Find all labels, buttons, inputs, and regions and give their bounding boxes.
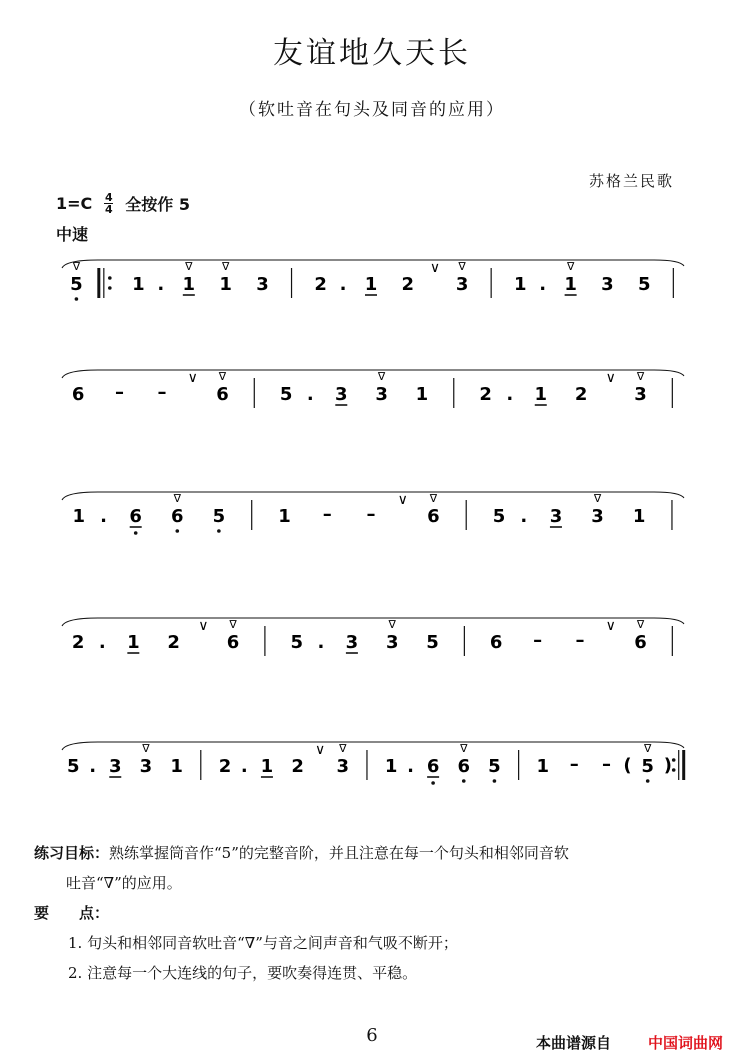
soft-tongue-mark: ∇: [377, 370, 386, 383]
note: 1: [536, 756, 550, 777]
repeat-dot: [672, 758, 676, 762]
note: 2: [167, 632, 180, 653]
dot-mark: .: [240, 756, 248, 777]
breath-mark: ∨: [605, 370, 616, 386]
soft-tongue-mark: ∇: [229, 618, 237, 631]
fingering-note: 全按作 5: [125, 195, 190, 214]
dash-mark: –: [533, 630, 543, 651]
note: 1: [182, 274, 196, 295]
key-point-item: 2. 注意每一个大连线的句子，要吹奏得连贯、平稳。: [68, 964, 418, 982]
repeat-dot: [108, 276, 112, 280]
low-octave-dot: [431, 781, 435, 785]
dash-mark: –: [366, 504, 376, 525]
repeat-dot: [672, 768, 676, 772]
dot-mark: .: [100, 506, 108, 527]
note: 3: [345, 632, 359, 653]
note: 2: [401, 274, 415, 295]
low-octave-dot: [175, 529, 179, 533]
note: 2: [314, 274, 327, 295]
note: 1: [364, 274, 378, 295]
soft-tongue-mark: ∇: [429, 492, 438, 505]
page-number: 6: [366, 1025, 378, 1046]
phrase-slur: [62, 742, 684, 750]
dash-mark: –: [569, 754, 579, 775]
breath-mark: ∨: [198, 618, 209, 634]
note: 1: [564, 274, 577, 295]
note: 3: [601, 274, 614, 295]
note: 3: [634, 384, 647, 405]
note: 6: [71, 384, 85, 405]
phrase-slur: [62, 370, 684, 378]
note: 6: [427, 506, 440, 527]
breath-mark: ∨: [605, 618, 616, 634]
note: 3: [375, 384, 388, 405]
note: 1: [415, 384, 429, 405]
note: 2: [291, 756, 304, 777]
composer-credit: 苏格兰民歌: [588, 172, 674, 190]
dash-mark: –: [157, 382, 167, 403]
phrase-slur: [62, 618, 684, 626]
note: 3: [455, 274, 469, 295]
low-octave-dot: [134, 531, 138, 535]
note: 6: [426, 756, 440, 777]
note: 3: [109, 756, 122, 777]
soft-tongue-mark: ∇: [221, 260, 230, 273]
soft-tongue-mark: ∇: [72, 260, 81, 273]
soft-tongue-mark: ∇: [142, 742, 150, 755]
note: 3: [385, 632, 399, 653]
note: 3: [256, 274, 269, 295]
dash-mark: –: [115, 382, 125, 403]
phrase-slur: [62, 260, 684, 268]
soft-tongue-mark: ∇: [173, 492, 181, 505]
dot-mark: .: [539, 274, 547, 295]
source-site-logo: 中国词曲网: [648, 1034, 724, 1052]
paren-mark: (: [623, 755, 632, 776]
note: 5: [638, 274, 651, 295]
practice-goal-label: 练习目标：: [34, 844, 110, 862]
key-point-item: 1. 句头和相邻同音软吐音“∇”与音之间声音和气吸不断开；: [68, 934, 458, 952]
dot-mark: .: [306, 384, 314, 405]
soft-tongue-mark: ∇: [566, 260, 575, 273]
practice-notes: [34, 838, 724, 988]
breath-mark: ∨: [397, 492, 408, 508]
dot-mark: .: [157, 274, 165, 295]
soft-tongue-mark: ∇: [460, 742, 468, 755]
note: 3: [336, 756, 350, 777]
soft-tongue-mark: ∇: [593, 492, 602, 505]
note: 6: [129, 506, 142, 527]
dot-mark: .: [98, 632, 106, 653]
note: 2: [479, 384, 492, 405]
low-octave-dot: [75, 297, 79, 301]
note: 1: [260, 756, 274, 777]
soft-tongue-mark: ∇: [339, 742, 347, 755]
soft-tongue-mark: ∇: [388, 618, 396, 631]
low-octave-dot: [462, 779, 466, 783]
note: 5: [70, 274, 83, 295]
soft-tongue-mark: ∇: [185, 260, 193, 273]
source-label: 本曲谱源自: [536, 1034, 612, 1052]
key-points-label: 要 点：: [34, 904, 110, 922]
note: 5: [67, 756, 80, 777]
note: 1: [513, 274, 527, 295]
note: 5: [290, 632, 303, 653]
practice-goal-text-cont: 吐音“∇”的应用。: [66, 874, 182, 892]
note: 1: [534, 384, 548, 405]
breath-mark: ∨: [429, 260, 441, 276]
note: 6: [457, 756, 471, 777]
time-signature-top: 4: [104, 191, 113, 204]
note: 6: [634, 632, 647, 653]
note: 2: [71, 632, 85, 653]
note: 5: [279, 384, 293, 405]
note: 1: [127, 632, 140, 653]
key-signature: 1=C: [56, 194, 93, 213]
note: 1: [384, 756, 398, 777]
dot-mark: .: [339, 274, 347, 295]
dot-mark: .: [520, 506, 528, 527]
note: 1: [72, 506, 86, 527]
note: 6: [171, 506, 184, 527]
dot-mark: .: [407, 756, 414, 777]
note: 1: [278, 506, 291, 527]
breath-mark: ∨: [187, 370, 198, 386]
note: 5: [426, 632, 439, 653]
low-octave-dot: [493, 779, 497, 783]
note: 6: [226, 632, 240, 653]
note: 6: [216, 384, 229, 405]
note: 1: [632, 506, 646, 527]
note: 3: [591, 506, 604, 527]
dot-mark: .: [506, 384, 514, 405]
note: 2: [574, 384, 588, 405]
page-subtitle: （软吐音在句头及同音的应用）: [239, 100, 505, 120]
soft-tongue-mark: ∇: [458, 260, 466, 273]
note: 1: [132, 274, 145, 295]
repeat-dot: [108, 286, 112, 290]
tempo-marking: 中速: [56, 225, 89, 244]
dash-mark: –: [575, 630, 585, 651]
dot-mark: .: [317, 632, 325, 653]
note: 1: [170, 756, 183, 777]
note: 5: [212, 506, 226, 527]
time-signature-bottom: 4: [104, 203, 113, 216]
dash-mark: –: [602, 754, 612, 775]
note: 3: [549, 506, 563, 527]
note: 2: [218, 756, 232, 777]
low-octave-dot: [646, 779, 650, 783]
note: 3: [139, 756, 153, 777]
soft-tongue-mark: ∇: [644, 742, 652, 755]
page-title: 友谊地久天长: [273, 36, 471, 71]
note: 3: [335, 384, 348, 405]
dash-mark: –: [322, 504, 332, 525]
dot-mark: .: [89, 756, 97, 777]
breath-mark: ∨: [315, 742, 326, 758]
paren-mark: ): [663, 755, 672, 776]
low-octave-dot: [217, 529, 221, 533]
note: 5: [641, 756, 654, 777]
note: 5: [492, 506, 506, 527]
soft-tongue-mark: ∇: [636, 370, 645, 383]
practice-goal-text: 熟练掌握筒音作“5”的完整音阶，并且注意在每一个句头和相邻同音软: [109, 844, 569, 862]
note: 6: [489, 632, 503, 653]
note: 5: [488, 756, 501, 777]
phrase-slur: [62, 492, 684, 500]
soft-tongue-mark: ∇: [218, 370, 227, 383]
note: 1: [219, 274, 232, 295]
soft-tongue-mark: ∇: [636, 618, 645, 631]
